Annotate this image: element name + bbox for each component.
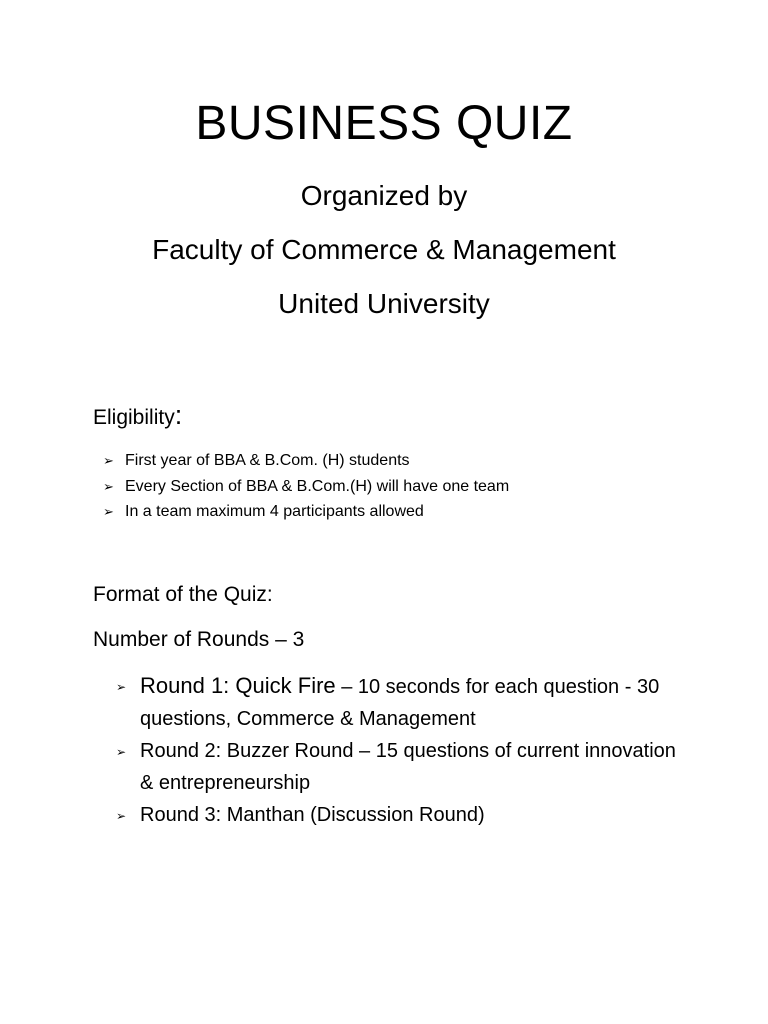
arrow-bullet-icon: ➢ bbox=[103, 478, 114, 494]
arrow-bullet-icon: ➢ bbox=[116, 809, 127, 823]
eligibility-item-text: In a team maximum 4 participants allowed bbox=[125, 503, 424, 520]
organized-by-text: Organized by bbox=[300, 180, 468, 211]
eligibility-item bbox=[103, 499, 509, 525]
rounds-count: Number of Rounds – 3 bbox=[93, 628, 305, 651]
eligibility-item bbox=[103, 474, 509, 500]
format-heading: Format of the Quiz: bbox=[93, 583, 273, 606]
eligibility-item-text: Every Section of BBA & B.Com.(H) will have one team bbox=[125, 477, 510, 495]
arrow-bullet-icon: ➢ bbox=[103, 453, 114, 468]
arrow-bullet-icon: ➢ bbox=[116, 680, 127, 694]
round-item bbox=[116, 799, 676, 831]
round-title: Round 2: Buzzer Round bbox=[140, 740, 354, 762]
eligibility-list bbox=[103, 448, 509, 525]
document-title: BUSINESS QUIZ bbox=[195, 97, 573, 150]
round-description: – 10 seconds for each question - 30 questions, Commerce & Management bbox=[140, 676, 660, 730]
eligibility-colon: : bbox=[174, 400, 183, 430]
round-title: Round 1: Quick Fire bbox=[140, 673, 336, 698]
round-item bbox=[116, 670, 676, 735]
university-name: United University bbox=[278, 288, 490, 319]
round-description: – 15 questions of current innovation & entrepreneurship bbox=[140, 740, 676, 794]
round-title: Round 3: Manthan (Discussion Round) bbox=[140, 804, 485, 826]
eligibility-item-text: First year of BBA & B.Com. (H) students bbox=[125, 452, 410, 469]
arrow-bullet-icon: ➢ bbox=[103, 504, 114, 519]
eligibility-heading-label: Eligibility bbox=[93, 406, 175, 429]
rounds-list bbox=[116, 670, 676, 831]
arrow-bullet-icon: ➢ bbox=[116, 745, 127, 759]
round-item bbox=[116, 735, 676, 799]
eligibility-item bbox=[103, 448, 509, 474]
eligibility-heading bbox=[93, 400, 182, 433]
faculty-name: Faculty of Commerce & Management bbox=[152, 234, 616, 265]
